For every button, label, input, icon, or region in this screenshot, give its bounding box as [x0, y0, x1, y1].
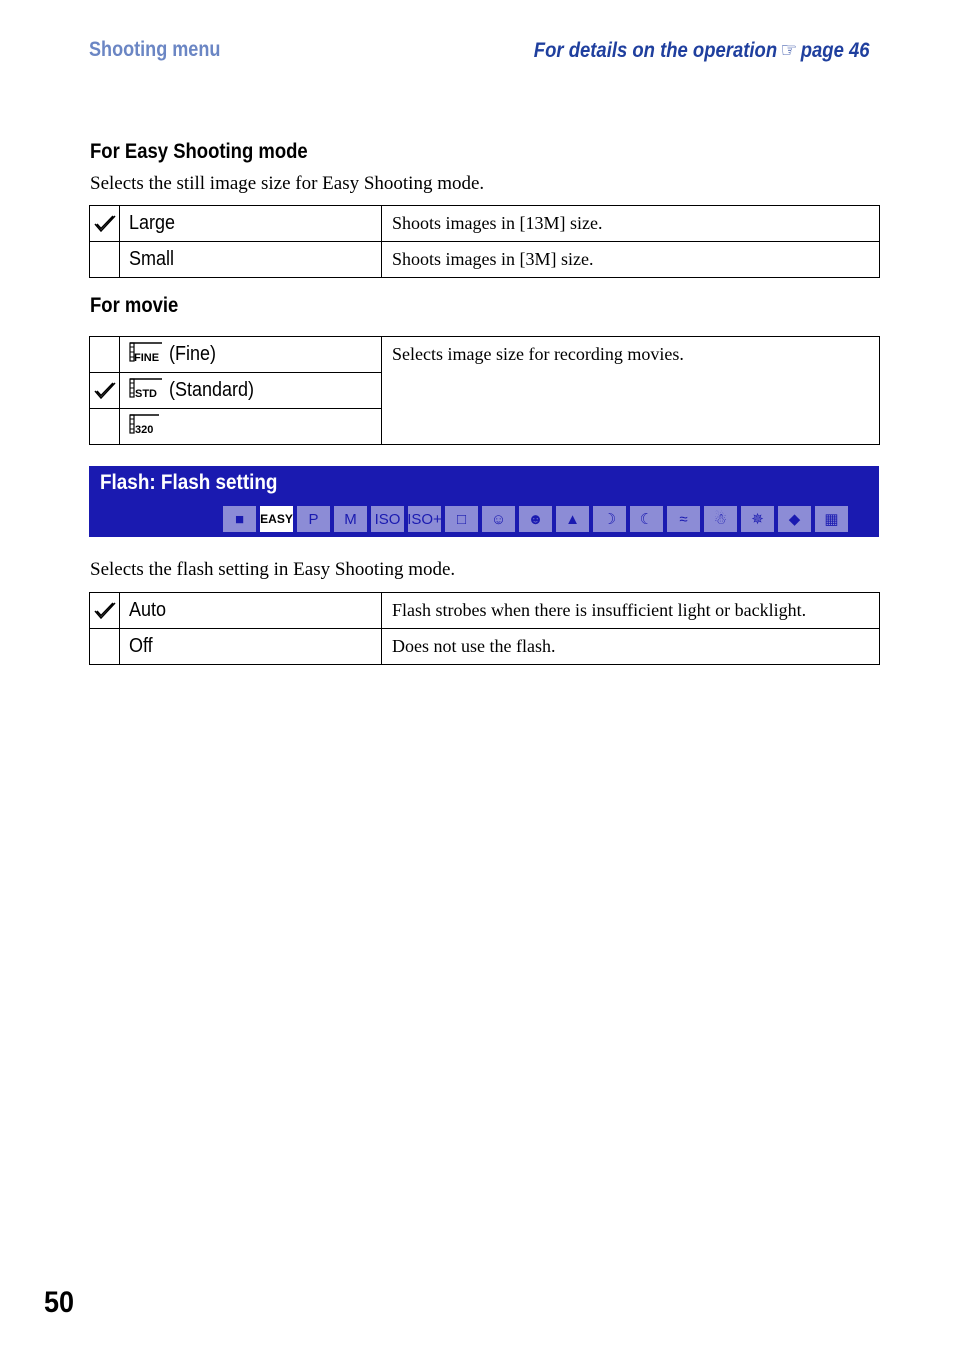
option-description: Does not use the flash.	[382, 629, 880, 665]
twilight-portrait-icon: ☽	[593, 506, 626, 532]
option-label	[120, 409, 382, 445]
easy-section-description: Selects the still image size for Easy Shooting mode.	[90, 173, 485, 194]
flash-setting-title: Flash: Flash setting	[100, 471, 278, 494]
flash-section-description: Selects the flash setting in Easy Shooting mode.	[90, 559, 456, 580]
option-label: Off	[120, 629, 382, 665]
check-cell	[90, 409, 120, 445]
movie-size-table	[89, 336, 880, 445]
program-icon: P	[297, 506, 330, 532]
details-prefix: For details on the operation	[534, 39, 778, 62]
smile-icon: ☺	[482, 506, 515, 532]
table-row[interactable]	[90, 206, 880, 242]
table-row[interactable]	[90, 593, 880, 629]
default-check-cell	[90, 593, 120, 629]
option-label: Small	[120, 242, 382, 278]
page-number: 50	[44, 1286, 75, 1319]
movie-mode-icon: ▦	[815, 506, 848, 532]
section-header: Shooting menu	[89, 38, 221, 61]
option-description: Flash strobes when there is insufficient light or backlight.	[382, 593, 880, 629]
underwater-icon: ◆	[778, 506, 811, 532]
fireworks-icon: ✵	[741, 506, 774, 532]
check-icon	[90, 602, 119, 620]
table-row[interactable]	[90, 242, 880, 278]
check-cell	[90, 629, 120, 665]
option-label: Auto	[120, 593, 382, 629]
default-check-cell	[90, 373, 120, 409]
details-reference[interactable]	[534, 38, 870, 63]
option-label: FINE (Fine)	[120, 337, 382, 373]
movie-section-title: For movie	[90, 294, 179, 317]
option-description: Shoots images in [3M] size.	[382, 242, 880, 278]
check-cell	[90, 337, 120, 373]
anti-blur-icon: □	[445, 506, 478, 532]
flash-setting-bar	[89, 466, 879, 537]
high-iso-icon: ISO	[371, 506, 404, 532]
svg-text:STD: STD	[135, 387, 157, 399]
easy-mode-icon: EASY	[260, 506, 293, 532]
manual-icon: M	[334, 506, 367, 532]
table-row[interactable]	[90, 337, 880, 373]
movie-std-icon	[129, 377, 163, 405]
flash-table	[89, 592, 880, 665]
landscape-icon: ▲	[556, 506, 589, 532]
pointing-hand-icon: ☞	[781, 39, 798, 62]
soft-snap-icon: ☻	[519, 506, 552, 532]
check-icon	[90, 215, 119, 233]
svg-text:FINE: FINE	[134, 351, 160, 363]
option-label: STD (Standard)	[120, 373, 382, 409]
iso-plus-icon: ISO+	[408, 506, 441, 532]
movie-description: Selects image size for recording movies.	[382, 337, 880, 445]
default-check-cell	[90, 206, 120, 242]
snow-icon: ☃	[704, 506, 737, 532]
twilight-icon: ☾	[630, 506, 663, 532]
table-row[interactable]	[90, 629, 880, 665]
camera-auto-icon: ■	[223, 506, 256, 532]
movie-320-icon	[129, 413, 163, 441]
movie-fine-icon	[129, 341, 163, 369]
check-icon	[90, 382, 119, 400]
shooting-mode-icons	[223, 506, 848, 532]
easy-section-title: For Easy Shooting mode	[90, 140, 308, 163]
option-label: Large	[120, 206, 382, 242]
beach-icon: ≈	[667, 506, 700, 532]
easy-size-table	[89, 205, 880, 278]
details-page-link[interactable]: page 46	[801, 39, 870, 62]
option-description: Shoots images in [13M] size.	[382, 206, 880, 242]
check-cell	[90, 242, 120, 278]
svg-text:320: 320	[135, 423, 154, 435]
